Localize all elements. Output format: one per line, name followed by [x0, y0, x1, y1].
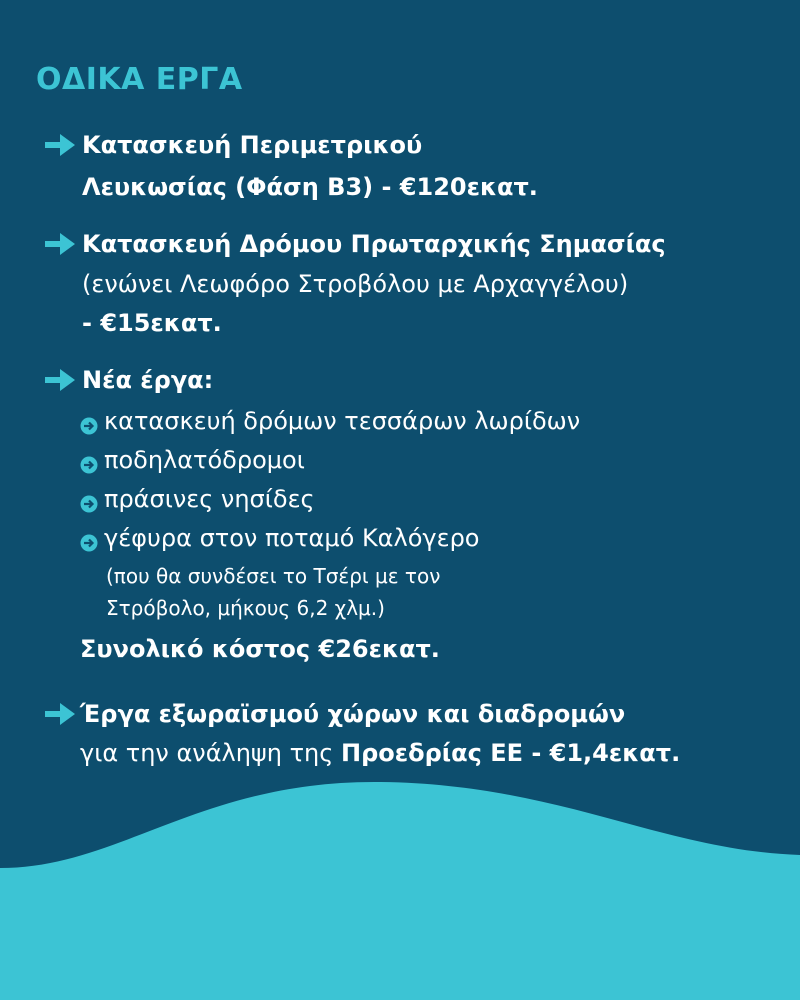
item-4-prefix: για την ανάληψη της [80, 739, 341, 767]
item-4-line-2 [80, 736, 680, 770]
circle-arrow-icon [80, 456, 98, 474]
item-2-description: (ενώνει Λεωφόρο Στροβόλου με Αρχαγγέλου) [82, 270, 629, 298]
subitem-four-lane-roads: κατασκευή δρόμων τεσσάρων λωρίδων [104, 407, 581, 435]
bridge-note-line-1: (που θα συνδέσει το Τσέρι με τον [106, 564, 441, 588]
circle-arrow-icon [80, 417, 98, 435]
page-title: ΟΔΙΚΑ ΕΡΓΑ [36, 62, 243, 97]
item-2-cost: - €15εκατ. [82, 309, 222, 337]
arrow-right-icon [44, 133, 78, 157]
arrow-right-icon [44, 702, 78, 726]
item-3-heading: Νέα έργα: [82, 366, 214, 394]
item-1-line-1: Κατασκευή Περιμετρικού [82, 131, 423, 159]
item-4-presidency-cost: Προεδρίας ΕΕ - €1,4εκατ. [340, 739, 681, 767]
subitem-bike-lanes: ποδηλατόδρομοι [104, 446, 305, 474]
subitem-green-islands: πράσινες νησίδες [104, 485, 315, 513]
item-1-line-2: Λευκωσίας (Φάση Β3) - €120εκατ. [82, 173, 538, 201]
item-3-total-cost: Συνολικό κόστος €26εκατ. [80, 635, 440, 663]
item-4-heading: Έργα εξωραϊσμού χώρων και διαδρομών [80, 700, 626, 728]
item-2-heading: Κατασκευή Δρόμου Πρωταρχικής Σημασίας [82, 230, 666, 258]
circle-arrow-icon [80, 495, 98, 513]
arrow-right-icon [44, 368, 78, 392]
arrow-right-icon [44, 232, 78, 256]
bridge-note-line-2: Στρόβολο, μήκους 6,2 χλμ.) [106, 596, 385, 620]
circle-arrow-icon [80, 534, 98, 552]
subitem-bridge: γέφυρα στον ποταμό Καλόγερο [104, 524, 480, 552]
